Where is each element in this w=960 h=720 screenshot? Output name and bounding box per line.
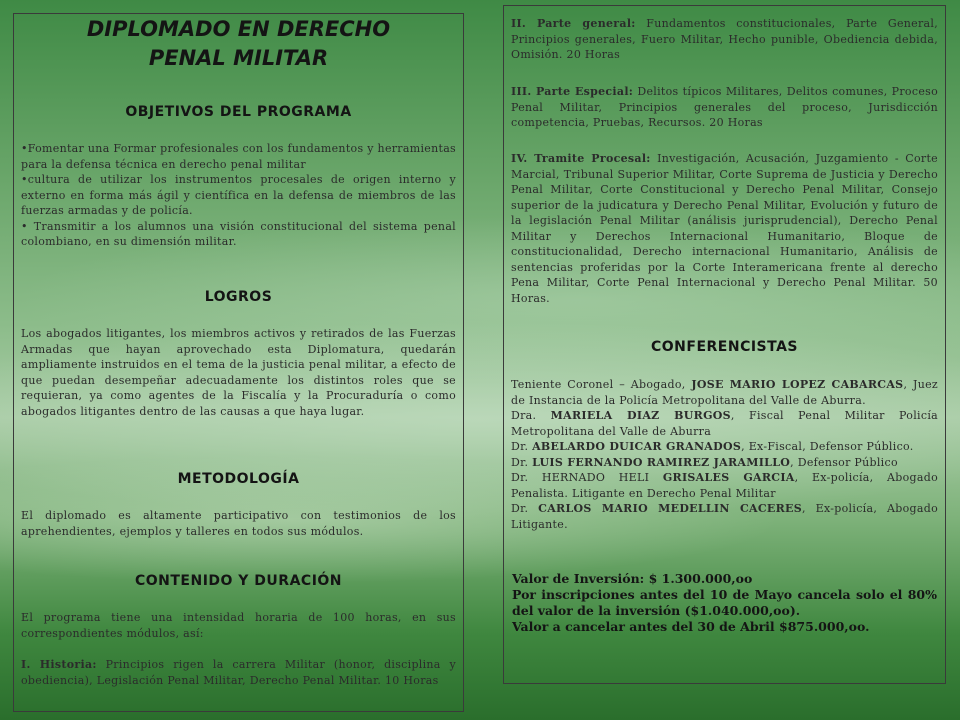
conferencista-name: GRISALES GARCIA	[662, 471, 795, 484]
modulo-parte-general-label: II. Parte general:	[511, 17, 636, 30]
right-panel	[503, 5, 946, 684]
modulo-historia-text: Principios rigen la carrera Militar (honor, disciplina y obediencia), Legislación Penal Militar, Derecho Penal Militar. 10 Horas	[21, 658, 457, 687]
conferencista-name: MARIELA DIAZ BURGOS	[550, 409, 731, 422]
valor-pronto-pago: Valor a cancelar antes del 30 de Abril $875.000,oo.	[512, 619, 870, 634]
objetivos-heading: OBJETIVOS DEL PROGRAMA	[125, 104, 352, 120]
conferencista-name: CARLOS MARIO MEDELLIN CACERES	[538, 502, 802, 515]
modulo-historia-label: I. Historia:	[21, 658, 97, 671]
valor-inversion: Valor de Inversión: $ 1.300.000,oo	[512, 571, 753, 586]
conferencista-role: , Ex-policía, Abogado Penalista. Litigante en Derecho Penal Militar	[511, 471, 938, 500]
objetivos-list	[21, 141, 456, 250]
descuento-inscripcion: Por inscripciones antes del 10 de Mayo cancela solo el 80% del valor de la inversión ($1.040.000,oo).	[512, 587, 937, 618]
modulo-parte-general-text: Fundamentos constitucionales, Parte General, Principios generales, Fuero Militar, Hecho punible, Obediencia debida, Omisión. 20 Horas	[511, 17, 938, 61]
objetivo-bullet-3: • Transmitir a los alumnos una visión constitucional del sistema penal colombiano, en su dimensión militar.	[21, 219, 456, 248]
modulo-tramite-text: Investigación, Acusación, Juzgamiento - Corte Marcial, Tribunal Superior Militar, Corte Suprema de Justicia y Derecho Penal Militar, Corte Constitucional y Derecho Penal Militar, Consejo superior de la judicatura y Derecho Penal Militar, Evolución y futuro de la legislación Penal Militar (análisis jurisprudencial), Derecho Penal Militar y Derechos Internacional Humanitario, Bloque de constitucionalidad, Derecho internacional Humanitario, Análisis de sentencias proferidas por la Corte Interamericana frente al derecho Pena Militar, Corte Penal Internacional y Derecho Penal Militar. 50 Horas.	[511, 152, 938, 305]
contenido-heading: CONTENIDO Y DURACIÓN	[134, 573, 343, 589]
conferencista-item	[511, 408, 938, 439]
modulo-historia	[21, 657, 456, 688]
modulo-parte-especial	[511, 84, 938, 131]
conferencista-item	[511, 455, 938, 471]
conferencista-role: , Fiscal Penal Militar Policía Metropolitana del Valle de Aburra	[511, 409, 938, 438]
objetivo-bullet-2: •cultura de utilizar los instrumentos procesales de origen interno y externo en forma más ágil y científica en la defensa de miembros de las fuerzas armadas y de policía.	[21, 173, 456, 217]
conferencista-prefix: Teniente Coronel – Abogado,	[511, 378, 692, 391]
conferencista-prefix: Dr. HERNADO HELI	[511, 471, 663, 484]
modulo-parte-especial-label: III. Parte Especial:	[511, 85, 634, 98]
conferencista-role: , Ex-policía, Abogado Litigante.	[511, 502, 938, 531]
conferencista-name: JOSE MARIO LOPEZ CABARCAS	[691, 378, 904, 391]
modulo-parte-general	[511, 16, 938, 63]
modulo-tramite-procesal	[511, 151, 938, 306]
conferencistas-heading: CONFERENCISTAS	[650, 339, 799, 355]
program-title-line1: DIPLOMADO EN DERECHO	[86, 17, 391, 41]
conferencista-role: , Defensor Público	[790, 455, 898, 469]
conferencista-prefix: Dr.	[511, 502, 539, 515]
conferencista-role: , Ex-Fiscal, Defensor Público.	[741, 440, 914, 453]
program-title-line2: PENAL MILITAR	[148, 46, 329, 70]
conferencista-name: LUIS FERNANDO RAMIREZ JARAMILLO	[532, 455, 791, 469]
left-panel	[13, 13, 464, 712]
conferencista-prefix: Dra.	[511, 409, 551, 422]
logros-text: Los abogados litigantes, los miembros activos y retirados de las Fuerzas Armadas que hayan aprovechado esta Diplomatura, quedarán ampliamente instruidos en el tema de la justicia penal militar, a efecto de que puedan desempeñar adecuadamente los distintos roles que se requieran, ya como agentes de la Fiscalía y la Procuraduría o como abogados litigantes dentro de las causas a que haya lugar.	[21, 327, 456, 418]
conferencista-item	[511, 377, 938, 408]
conferencistas-list	[511, 377, 938, 532]
conferencista-name: ABELARDO DUICAR GRANADOS	[532, 440, 742, 453]
conferencista-prefix: Dr.	[511, 440, 533, 453]
conferencista-item	[511, 501, 938, 532]
conferencista-item	[511, 439, 938, 455]
conferencista-item	[511, 470, 938, 501]
modulo-tramite-label: IV. Tramite Procesal:	[511, 152, 651, 165]
objetivo-bullet-1: •Fomentar una Formar profesionales con los fundamentos y herramientas para la defensa técnica en derecho penal militar	[21, 142, 456, 171]
metodologia-text: El diplomado es altamente participativo con testimonios de los aprehendientes, ejemplos y talleres en todos sus módulos.	[21, 509, 456, 538]
inversion-block	[512, 571, 937, 635]
modulo-parte-especial-text: Delitos típicos Militares, Delitos comunes, Proceso Penal Militar, Principios generales del proceso, Jurisdicción competencia, Pruebas, Recursos. 20 Horas	[511, 85, 938, 129]
logros-heading: LOGROS	[204, 289, 273, 305]
conferencista-prefix: Dr.	[511, 455, 533, 469]
conferencista-role: , Juez de Instancia de la Policía Metropolitana del Valle de Aburra.	[511, 378, 939, 407]
contenido-text: El programa tiene una intensidad horaria de 100 horas, en sus correspondientes módulos, así:	[21, 611, 456, 640]
metodologia-heading: METODOLOGÍA	[177, 471, 300, 487]
